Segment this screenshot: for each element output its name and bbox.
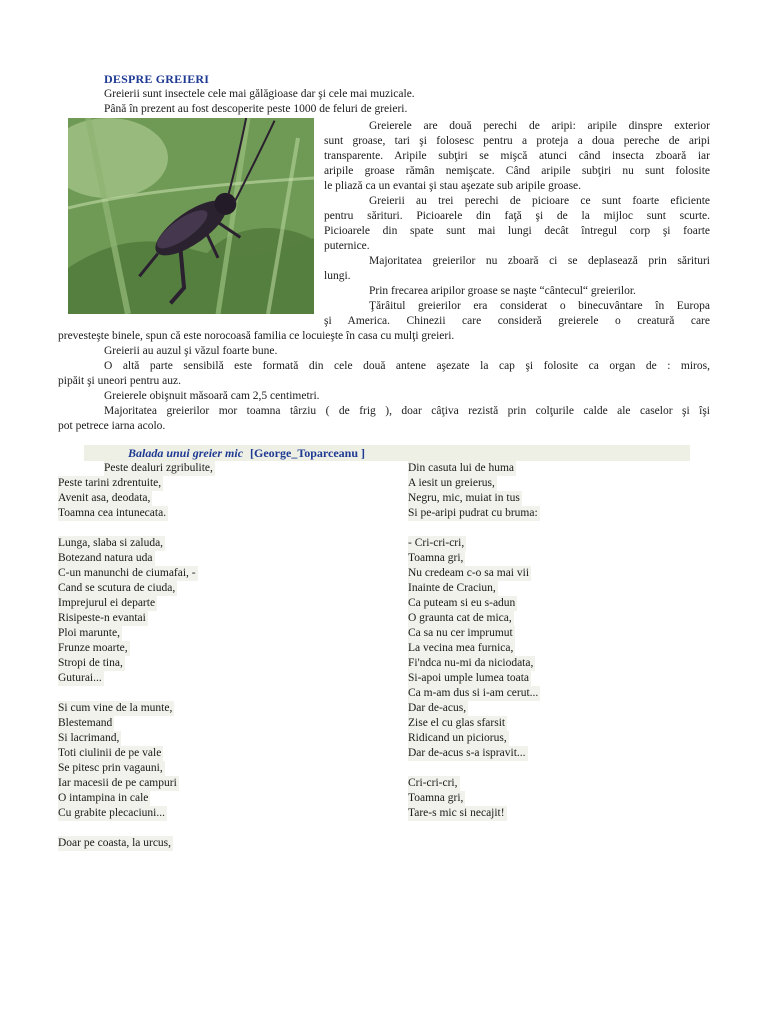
poem-line: - Cri-cri-cri, [408,537,465,549]
poem-line: O graunta cat de mica, [408,612,512,624]
ballad-title [128,445,365,461]
cricket-photo [68,118,314,314]
poem-line: Doar pe coasta, la urcus, [58,837,172,849]
poem-line: Toti ciulinii de pe vale [58,747,162,759]
poem-line: Frunze moarte, [58,642,128,654]
article-line: aripile groase rămân nemişcate. Când aripile subţiri nu sunt folosite [324,165,710,177]
article-line: prevesteşte binele, spun că este norocoasă familia ce locuieşte în casa cu mulţi greieri. [58,330,455,342]
poem-line: Cand se scutura de ciuda, [58,582,176,594]
article-line: şi America. Chinezii care consideră greierele o creatură care [324,315,710,327]
poem-line: Si cum vine de la munte, [58,702,173,714]
article-paragraph: Până în prezent au fost descoperite peste 1000 de feluri de greieri. [104,103,408,115]
article-paragraph: Greierii sunt insectele cele mai gălăgioase dar şi cele mai muzicale. [104,88,415,100]
article-line: puternice. [324,240,370,252]
article-line: sunt groase, tari şi folosesc pentru a proteja a doua pereche de aripi [324,135,710,147]
poem-line: Ca puteam si eu s-adun [408,597,516,609]
article-line: transparente. Aripile subţiri se mişcă atunci când insecta zboară iar [324,150,710,162]
ballad-author: [George_Toparceanu ] [250,446,366,460]
cricket-photo-icon [68,118,314,314]
article-line: Greierele obişnuit măsoară cam 2,5 centimetri. [104,390,320,402]
poem-line: Zise el cu glas sfarsit [408,717,506,729]
article-line: lungi. [324,270,351,282]
article-line: Greierii au trei perechi de picioare ce sunt foarte eficiente [369,195,710,207]
poem-line: Si pe-aripi pudrat cu bruma: [408,507,538,519]
poem-line: Si-apoi umple lumea toata [408,672,530,684]
poem-line: Lunga, slaba si zaluda, [58,537,164,549]
article-line: Greierele are două perechi de aripi: aripile dinspre exterior [369,120,710,132]
poem-line: Imprejurul ei departe [58,597,156,609]
poem-line: Negru, mic, muiat in tus [408,492,520,504]
poem-line: Guturai... [58,672,102,684]
poem-line: Se pitesc prin vagauni, [58,762,163,774]
poem-line: La vecina mea furnica, [408,642,514,654]
poem-line: Stropi de tina, [58,657,123,669]
article-line: Greierii au auzul şi văzul foarte bune. [104,345,278,357]
poem-line: Cu grabite plecaciuni... [58,807,165,819]
poem-line: Botezand natura uda [58,552,153,564]
ballad-title-text: Balada unui greier mic [128,446,244,460]
article-line: Majoritatea greierilor nu zboară ci se deplasează prin sărituri [369,255,710,267]
poem-line: Si lacrimand, [58,732,120,744]
poem-line: Ca sa nu cer imprumut [408,627,513,639]
poem-line: Nu credeam c-o sa mai vii [408,567,530,579]
poem-line: Peste tarini zdrentuite, [58,477,162,489]
article-line: O altă parte sensibilă este formată din cele două antene aşezate la cap şi folosite ca organ de : miros, [104,360,710,372]
poem-line: C-un manunchi de ciumafai, - [58,567,196,579]
poem-line: O intampina in cale [58,792,149,804]
poem-line: Toamna gri, [408,552,464,564]
poem-line: Blestemand [58,717,113,729]
poem-line: Dar de-acus, [408,702,467,714]
poem-line: Dar de-acus s-a ispravit... [408,747,526,759]
poem-line: Toamna cea intunecata. [58,507,167,519]
article-line: Ţărâitul greierilor era considerat o binecuvântare în Europa [369,300,710,312]
poem-line: A iesit un greierus, [408,477,495,489]
poem-line: Risipeste-n evantai [58,612,146,624]
poem-line: Avenit asa, deodata, [58,492,151,504]
article-line: pentru sărituri. Picioarele din faţă şi de la mijloc sunt scurte. [324,210,710,222]
poem-line: Ca m-am dus si i-am cerut... [408,687,539,699]
poem-line: Ploi marunte, [58,627,120,639]
poem-line: Iar macesii de pe campuri [58,777,177,789]
article-line: pot petrece iarna acolo. [58,420,166,432]
poem-line: Din casuta lui de huma [408,462,515,474]
poem-line: Toamna gri, [408,792,464,804]
article-line: Majoritatea greierilor mor toamna târziu ( de frig ), doar câţiva rezistă prin colţurile calde ale caselor şi îşi [104,405,710,417]
article-line: pipăit şi uneori pentru auz. [58,375,181,387]
poem-line: Ridicand un piciorus, [408,732,507,744]
poem-line: Tare-s mic si necajit! [408,807,505,819]
poem-line: Cri-cri-cri, [408,777,458,789]
article-title: DESPRE GREIERI [104,72,210,86]
article-line: Prin frecarea aripilor groase se naşte “cântecul“ greierilor. [369,285,636,297]
poem-line: Inainte de Craciun, [408,582,496,594]
article-line: le pliază ca un evantai şi stau aşezate sub aripile groase. [324,180,582,192]
poem-line: Fi'ndca nu-mi da niciodata, [408,657,534,669]
article-line: Picioarele din spate sunt mai lungi decât întregul corp şi foarte [324,225,710,237]
poem-line: Peste dealuri zgribulite, [104,462,213,474]
